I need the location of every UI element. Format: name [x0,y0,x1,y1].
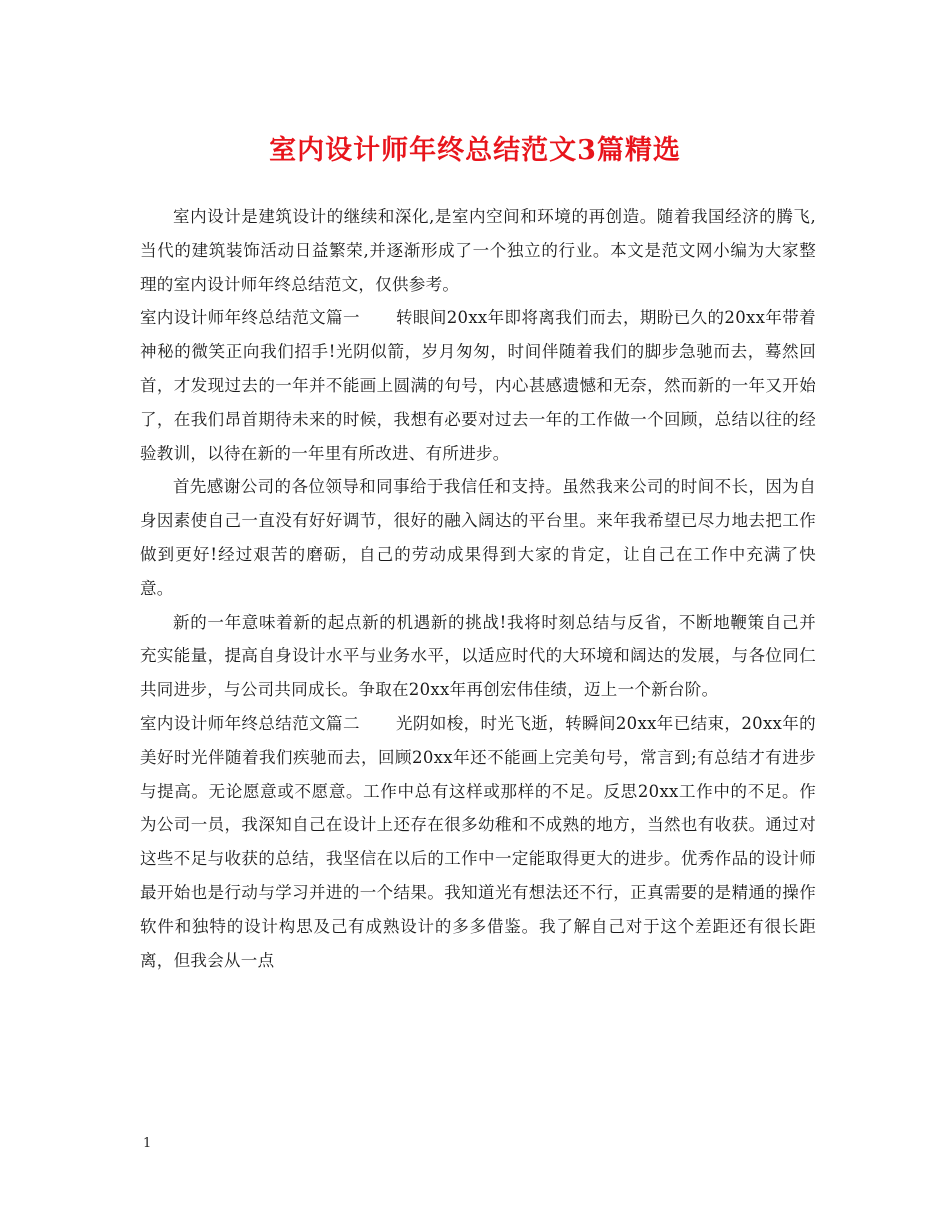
section-2-first-paragraph [140,707,816,977]
section-1-lead-text: 转眼间20xx年即将离我们而去，期盼已久的20xx年带着神秘的微笑正向我们招手!光阴似箭，岁月匆匆，时间伴随着我们的脚步急驰而去，蓦然回首，才发现过去的一年并不能画上圆满的句号，内心甚感遗憾和无奈，然而新的一年又开始了，在我们昂首期待未来的时候，我想有必要对过去一年的工作做一个回顾，总结以往的经验教训，以待在新的一年里有所改进、有所进步。 [140,308,816,463]
section-1-paragraph-3: 新的一年意味着新的起点新的机遇新的挑战!我将时刻总结与反省，不断地鞭策自己并充实能量，提高自身设计水平与业务水平，以适应时代的大环境和阔达的发展，与各位同仁共同进步，与公司共同成长。争取在20xx年再创宏伟佳绩，迈上一个新台阶。 [140,612,816,700]
section-1-first-paragraph [140,301,816,470]
document-body [140,200,816,977]
intro-paragraph: 室内设计是建筑设计的继续和深化,是室内空间和环境的再创造。随着我国经济的腾飞,当代的建筑装饰活动日益繁荣,并逐渐形成了一个独立的行业。本文是范文网小编为大家整理的室内设计师年终总结范文，仅供参考。 [140,207,816,294]
section-1-heading: 室内设计师年终总结范文篇一 [140,308,360,328]
section-2-heading: 室内设计师年终总结范文篇二 [140,713,360,733]
section-1-paragraph-2: 首先感谢公司的各位领导和同事给于我信任和支持。虽然我来公司的时间不长，因为自身因素使自己一直没有好好调节，很好的融入阔达的平台里。来年我希望已尽力地去把工作做到更好!经过艰苦的磨砺，自己的劳动成果得到大家的肯定，让自己在工作中充满了快意。 [140,477,816,598]
section-2-lead-text: 光阴如梭，时光飞逝，转瞬间20xx年已结束，20xx年的美好时光伴随着我们疾驰而去，回顾20xx年还不能画上完美句号，常言到;有总结才有进步与提高。无论愿意或不愿意。工作中总有这样或那样的不足。反思20xx工作中的不足。作为公司一员，我深知自己在设计上还存在很多幼稚和不成熟的地方，当然也有收获。通过对这些不足与收获的总结，我坚信在以后的工作中一定能取得更大的进步。优秀作品的设计师最开始也是行动与学习并进的一个结果。我知道光有想法还不行，正真需要的是精通的操作软件和独特的设计构思及己有成熟设计的多多借鉴。我了解自己对于这个差距还有很长距离，但我会从一点 [140,713,816,970]
document-title: 室内设计师年终总结范文3篇精选 [269,135,681,166]
page-number: 1 [143,1136,152,1151]
